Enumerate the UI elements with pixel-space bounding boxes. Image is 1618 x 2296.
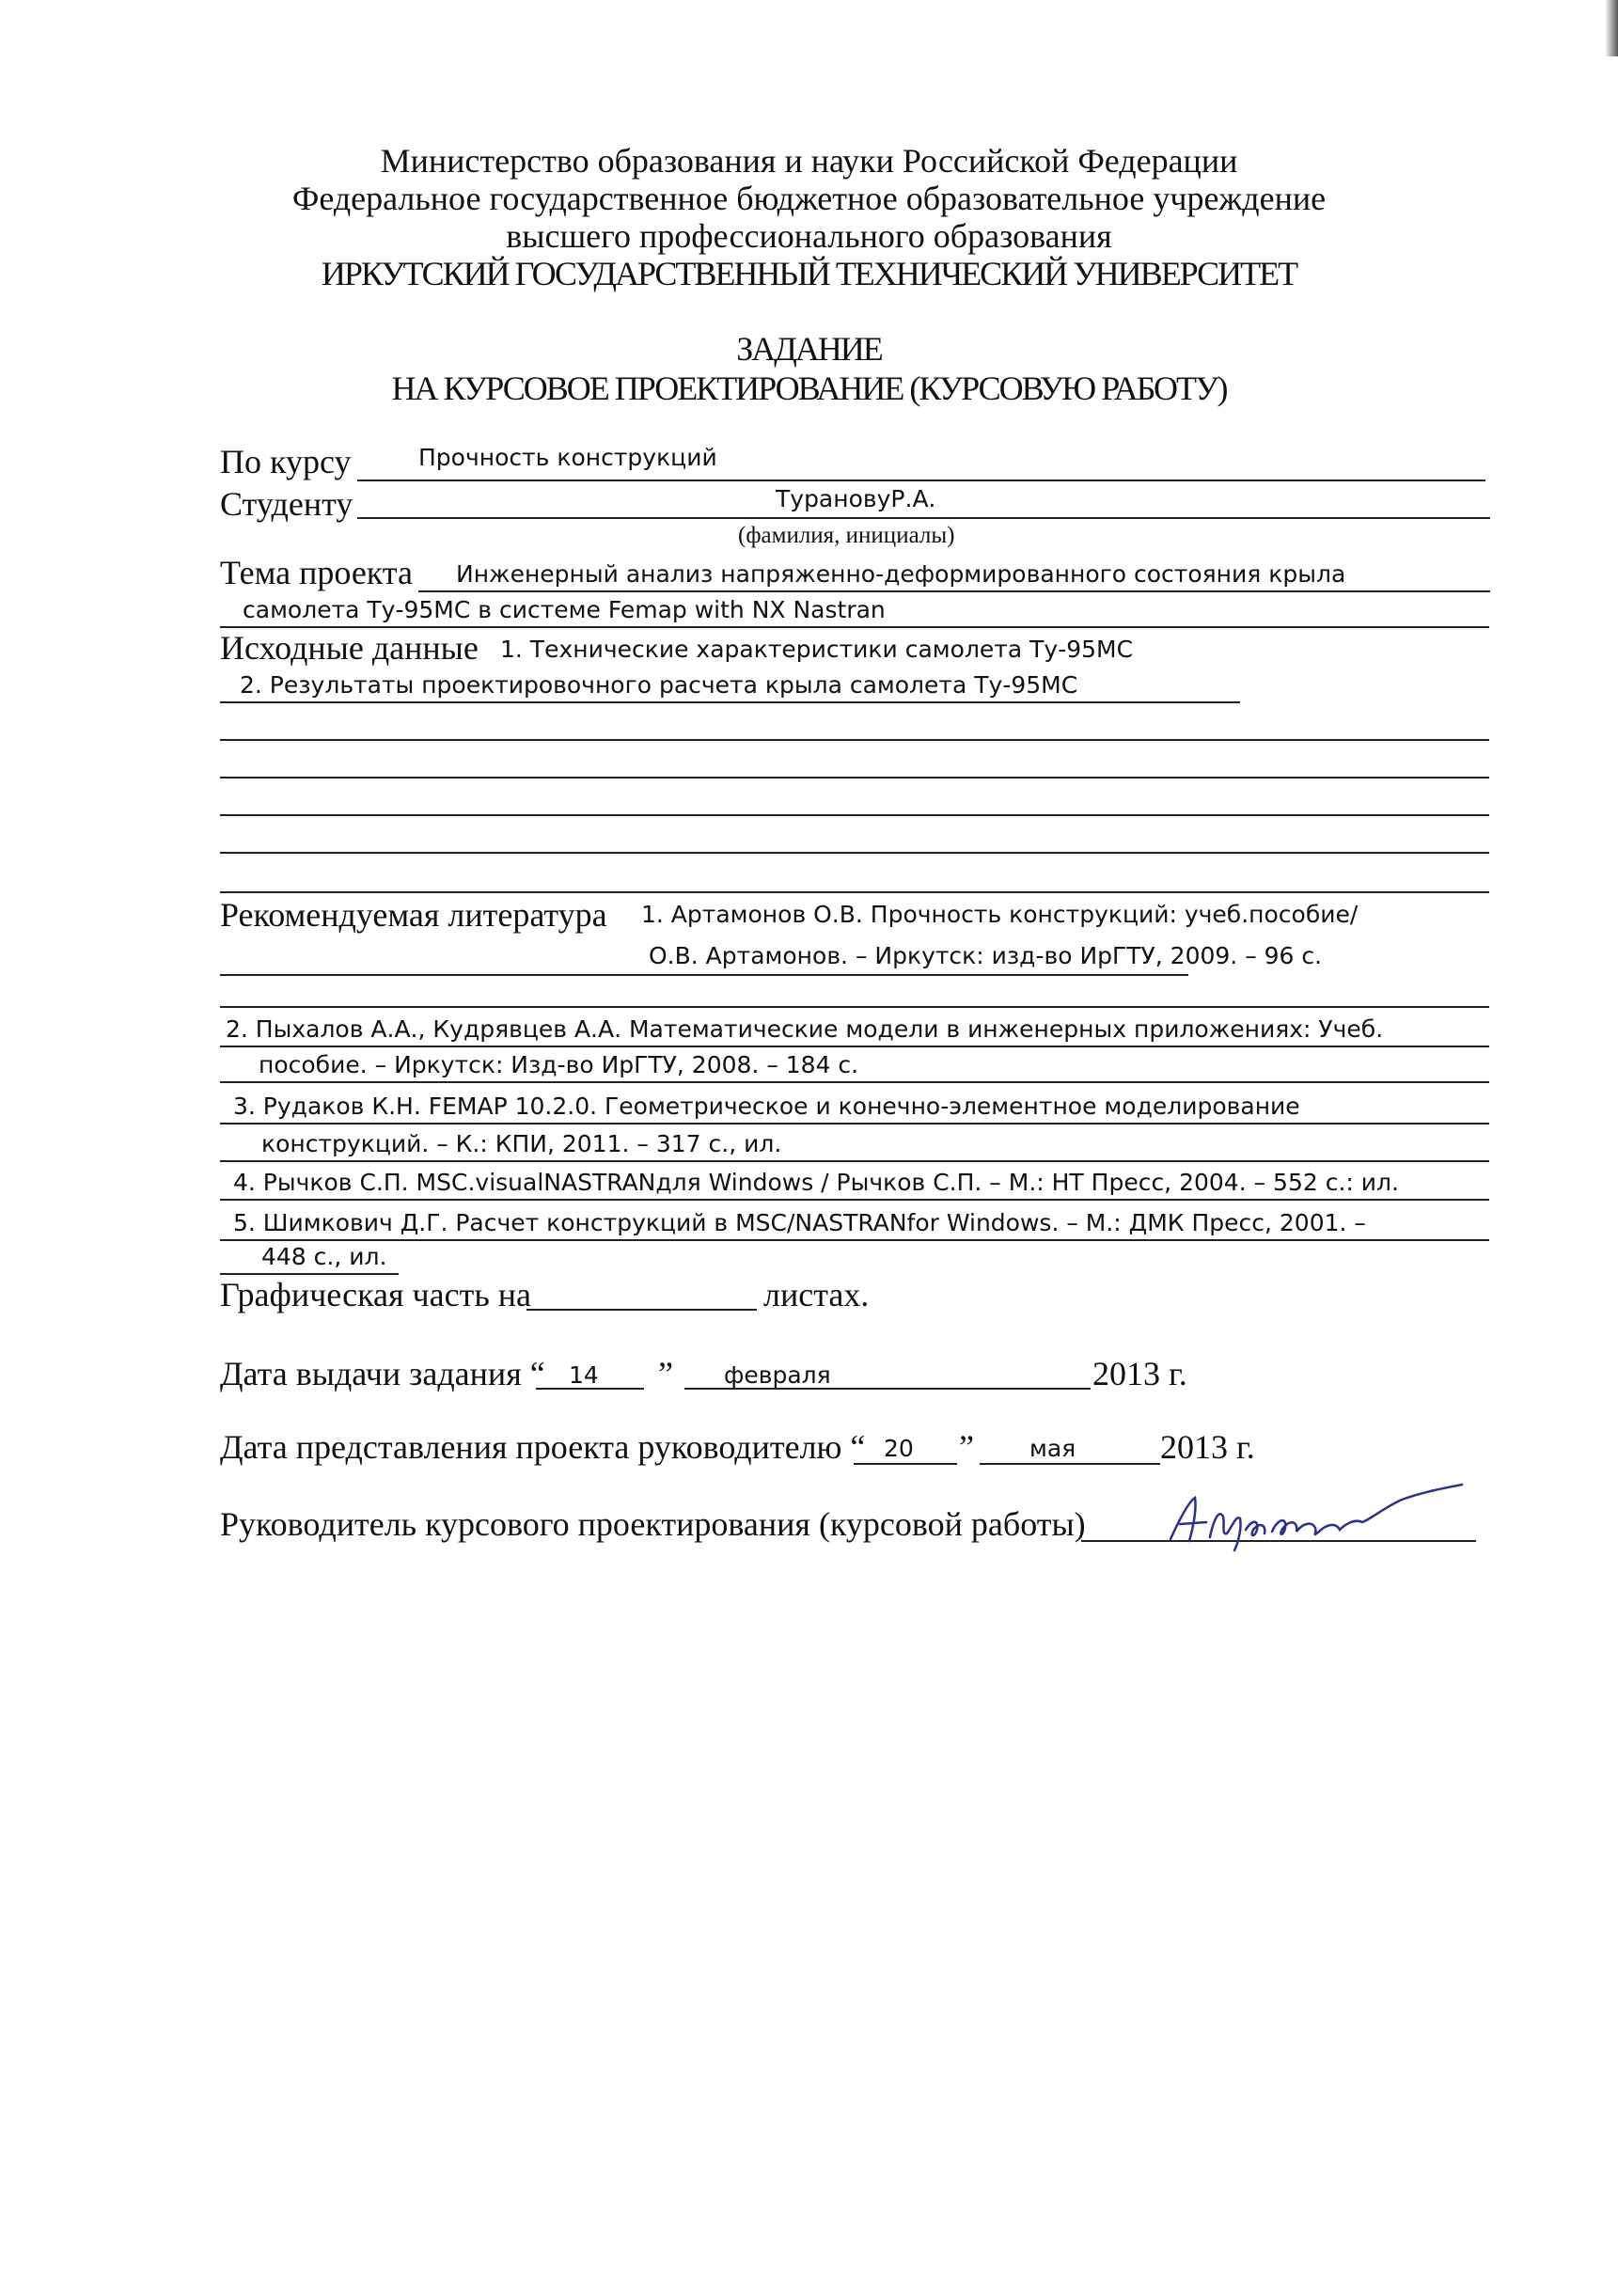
blank-line-1 (220, 739, 1489, 741)
document-title: ЗАДАНИЕ (736, 330, 882, 368)
blank-line-4 (220, 852, 1489, 854)
topic-label: Тема проекта (220, 554, 413, 591)
initial-data-item-1: 1. Технические характеристики самолета Ту-95МС (500, 636, 1134, 663)
institution-type-line: Федеральное государственное бюджетное образовательное учреждение (291, 180, 1327, 217)
topic-underline-1 (418, 590, 1490, 592)
initial-data-label: Исходные данные (220, 629, 479, 667)
blank-line-5 (220, 891, 1489, 893)
course-label: По курсу (220, 443, 352, 480)
literature-item-4: 4. Рычков С.П. MSC.visualNASTRANдля Windows / Рычков С.П. – М.: НТ Пресс, 2004. – 552 с.: ил. (233, 1169, 1399, 1196)
issue-month: февраля (724, 1361, 831, 1389)
literature-item-5a: 5. Шимкович Д.Г. Расчет конструкций в MSC/NASTRANfor Windows. – М.: ДМК Пресс, 2001. – (233, 1209, 1366, 1236)
scan-edge-shadow (1605, 0, 1618, 56)
course-underline (357, 480, 1485, 481)
literature-underline-1b (220, 974, 1188, 976)
literature-underline-3a (220, 1123, 1489, 1124)
submit-year: 2013 г. (1160, 1428, 1255, 1466)
literature-underline-3b (220, 1160, 1489, 1162)
submit-quote-close: ” (959, 1428, 974, 1466)
graphic-part-label: Графическая часть на (220, 1276, 532, 1313)
topic-line-1: Инженерный анализ напряженно-деформированного состояния крыла (456, 560, 1346, 588)
submit-month: мая (1029, 1435, 1076, 1462)
initial-data-item-2: 2. Результаты проектировочного расчета крыла самолета Ту-95МС (240, 671, 1078, 699)
literature-item-2b: пособие. – Иркутск: Изд-во ИрГТУ, 2008. – 184 с. (259, 1051, 859, 1078)
blank-line-3 (220, 814, 1489, 816)
initial-data-underline (220, 701, 1240, 703)
supervisor-signature (1161, 1481, 1471, 1556)
submit-month-underline (980, 1463, 1160, 1465)
literature-label: Рекомендуемая литература (220, 896, 607, 934)
graphic-part-underline (526, 1309, 757, 1311)
literature-underline-5a (220, 1239, 1489, 1241)
ministry-line: Министерство образования и науки Российской Федерации (380, 142, 1238, 180)
issue-date-label: Дата выдачи задания “ (220, 1355, 545, 1392)
student-label: Студенту (220, 485, 353, 523)
issue-day: 14 (569, 1361, 599, 1389)
submit-date-label: Дата представления проекта руководителю “ (220, 1428, 866, 1466)
document-subtitle: НА КУРСОВОЕ ПРОЕКТИРОВАНИЕ (КУРСОВУЮ РАБОТУ) (391, 370, 1227, 407)
university-name: ИРКУТСКИЙ ГОСУДАРСТВЕННЫЙ ТЕХНИЧЕСКИЙ УНИВЕРСИТЕТ (321, 255, 1297, 292)
blank-line-2 (220, 777, 1489, 778)
literature-item-3b: конструкций. – К.: КПИ, 2011. – 317 с., ил. (261, 1130, 782, 1157)
literature-item-2a: 2. Пыхалов А.А., Кудрявцев А.А. Математические модели в инженерных приложениях: Учеб. (226, 1015, 1384, 1043)
literature-item-1b: О.В. Артамонов. – Иркутск: изд-во ИрГТУ, 2009. – 96 с. (649, 942, 1323, 969)
submit-day: 20 (884, 1435, 914, 1462)
literature-item-1a: 1. Артамонов О.В. Прочность конструкций: учеб.пособие/ (641, 901, 1359, 928)
issue-year: 2013 г. (1092, 1355, 1187, 1392)
graphic-part-suffix: листах. (763, 1276, 870, 1313)
literature-item-5b: 448 с., ил. (261, 1243, 387, 1270)
topic-line-2: самолета Ту-95МС в системе Femap with NX Nastran (243, 596, 886, 623)
literature-underline-2b (220, 1081, 1489, 1083)
submit-day-underline (854, 1463, 957, 1465)
student-value: ТурановуР.А. (776, 485, 936, 512)
education-level-line: высшего профессионального образования (506, 217, 1112, 255)
issue-quote-close: ” (658, 1355, 673, 1392)
literature-underline-4 (220, 1199, 1489, 1201)
literature-item-3a: 3. Рудаков К.Н. FEMAP 10.2.0. Геометрическое и конечно-элементное моделирование (233, 1093, 1300, 1120)
student-underline (357, 517, 1490, 519)
supervisor-label: Руководитель курсового проектирования (курсовой работы) (220, 1505, 1086, 1543)
student-hint: (фамилия, инициалы) (738, 523, 955, 548)
literature-underline-2a (220, 1046, 1489, 1047)
course-value: Прочность конструкций (418, 444, 717, 471)
literature-blank-line (220, 1006, 1489, 1008)
